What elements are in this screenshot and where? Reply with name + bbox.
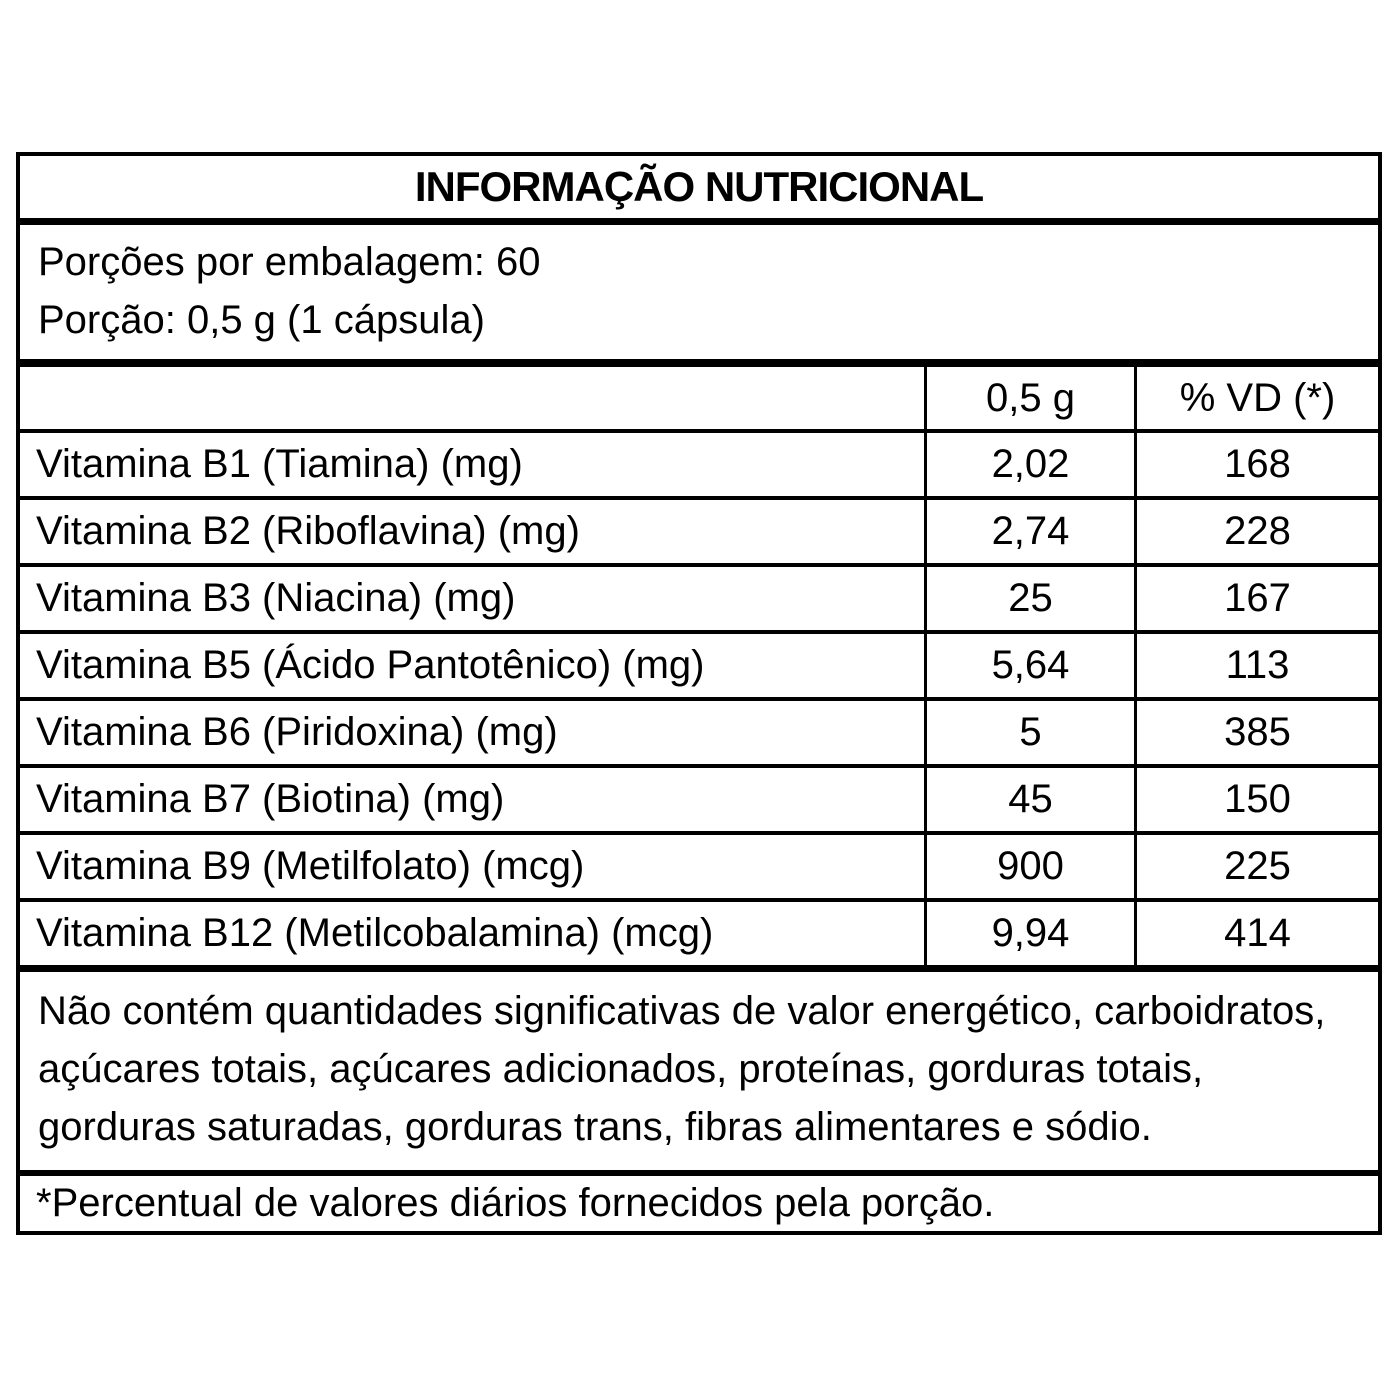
table-row (20, 697, 1378, 764)
nutrient-dv: 225 (1134, 835, 1378, 898)
table-row (20, 630, 1378, 697)
nutrient-name: Vitamina B3 (Niacina) (mg) (36, 576, 516, 620)
daily-value-footnote: *Percentual de valores diários fornecidos pela porção. (20, 1170, 1378, 1231)
nutrient-name: Vitamina B2 (Riboflavina) (mg) (36, 509, 580, 553)
nutrient-amount: 2,74 (924, 500, 1134, 563)
nutrient-dv: 228 (1134, 500, 1378, 563)
serving-size: Porção: 0,5 g (1 cápsula) (38, 298, 485, 342)
nutrient-dv: 150 (1134, 768, 1378, 831)
nutrient-name: Vitamina B6 (Piridoxina) (mg) (36, 710, 558, 754)
table-title: INFORMAÇÃO NUTRICIONAL (20, 156, 1378, 225)
nutrient-name: Vitamina B1 (Tiamina) (mg) (36, 442, 523, 486)
nutrient-amount: 5,64 (924, 634, 1134, 697)
nutrient-dv: 167 (1134, 567, 1378, 630)
table-row (20, 563, 1378, 630)
table-row (20, 496, 1378, 563)
nutrient-dv: 113 (1134, 634, 1378, 697)
nutrient-dv: 168 (1134, 433, 1378, 496)
servings-per-package: Porções por embalagem: 60 (38, 240, 541, 284)
table-row (20, 764, 1378, 831)
nutrient-name: Vitamina B7 (Biotina) (mg) (36, 777, 505, 821)
table-row (20, 898, 1378, 965)
nutrient-amount: 45 (924, 768, 1134, 831)
nutrient-amount: 900 (924, 835, 1134, 898)
nutrient-amount: 5 (924, 701, 1134, 764)
no-significant-amounts-note: Não contém quantidades significativas de valor energético, carboidratos, açúcares totais, açúcares adicionados, proteínas, gorduras totais, gorduras saturadas, gorduras trans, fibras alimentares e sódio. (20, 965, 1378, 1170)
nutrition-facts-table (16, 152, 1382, 1235)
nutrient-amount: 25 (924, 567, 1134, 630)
table-row (20, 831, 1378, 898)
header-amount-cell: 0,5 g (924, 367, 1134, 429)
column-header-row (20, 367, 1378, 429)
nutrient-name: Vitamina B5 (Ácido Pantotênico) (mg) (36, 643, 705, 687)
nutrient-dv: 385 (1134, 701, 1378, 764)
serving-info-section (20, 225, 1378, 367)
table-row (20, 429, 1378, 496)
header-nutrient-cell (20, 367, 924, 429)
nutrient-dv: 414 (1134, 902, 1378, 965)
nutrient-name: Vitamina B9 (Metilfolato) (mcg) (36, 844, 585, 888)
nutrient-amount: 9,94 (924, 902, 1134, 965)
header-dv-cell: % VD (*) (1134, 367, 1378, 429)
nutrient-name: Vitamina B12 (Metilcobalamina) (mcg) (36, 911, 714, 955)
nutrient-amount: 2,02 (924, 433, 1134, 496)
